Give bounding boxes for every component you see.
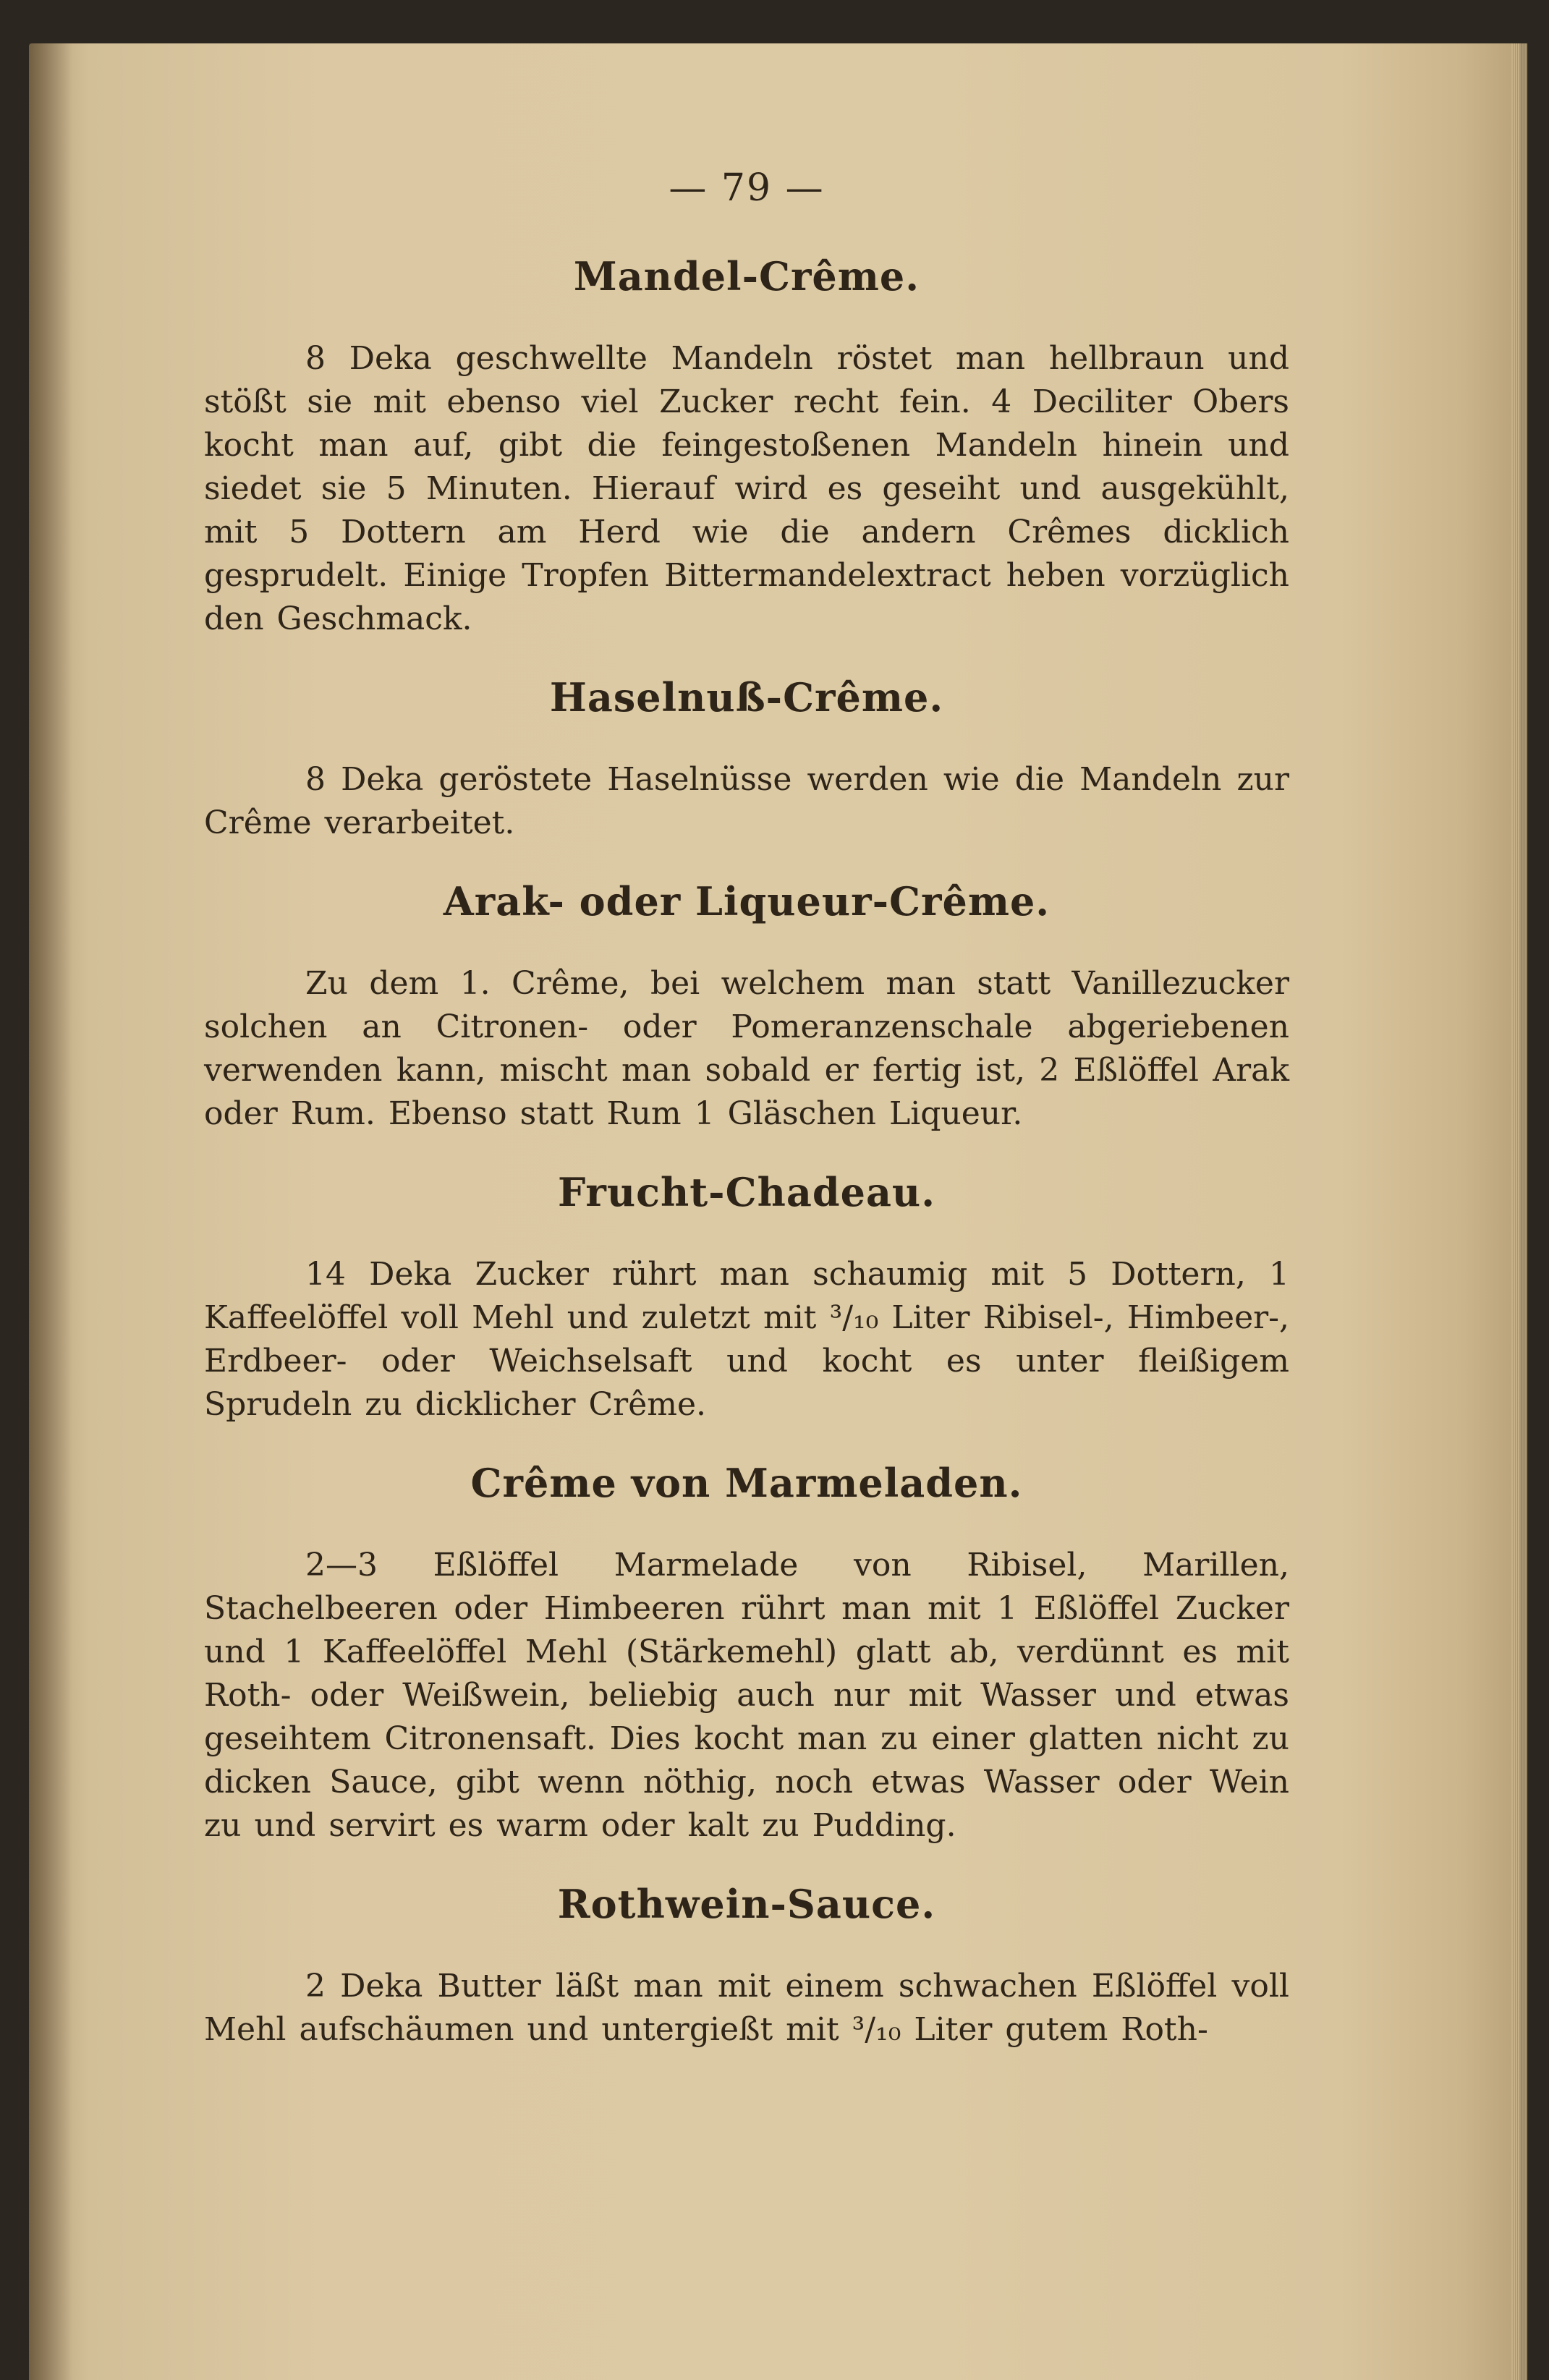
section-mandel-creme (204, 253, 1289, 641)
section-text: 8 Deka geröstete Haselnüsse werden wie die Mandeln zur Crême verarbeitet. (204, 761, 1289, 841)
section-title: Rothwein-Sauce. (557, 1881, 936, 1927)
section-text: Zu dem 1. Crême, bei welchem man statt Vanillezucker solchen an Citronen- oder Pomeranzenschale abgeriebenen verwenden kann, mischt man sobald er fertig ist, 2 Eßlöffel Arak oder Rum. Ebenso statt Rum 1 Gläschen Liqueur. (204, 965, 1289, 1132)
section-rothwein-sauce (204, 1881, 1289, 2052)
section-title: Haselnuß-Crême. (549, 674, 944, 721)
section-text: 8 Deka geschwellte Mandeln röstet man hellbraun und stößt sie mit ebenso viel Zucker recht fein. 4 Deciliter Obers kocht man auf, gibt die feingestoßenen Mandeln hinein und siedet sie 5 Minuten. Hierauf wird es geseiht und ausgekühlt, mit 5 Dottern am Herd wie die andern Crêmes dicklich gesprudelt. Einige Tropfen Bittermandelextract heben vorzüglich den Geschmack. (204, 340, 1289, 637)
section-frucht-chadeau (204, 1169, 1289, 1427)
section-title: Frucht-Chadeau. (558, 1169, 935, 1215)
page-edges (1511, 43, 1527, 2380)
section-haselnuss-creme (204, 674, 1289, 845)
gutter-shadow (29, 43, 72, 2380)
section-creme-von-marmeladen (204, 1460, 1289, 1848)
section-text: 14 Deka Zucker rührt man schaumig mit 5 Dottern, 1 Kaffeelöffel voll Mehl und zuletzt mit ³/₁₀ Liter Ribisel-, Himbeer-, Erdbeer- oder Weichselsaft und kocht es unter fleißigem Sprudeln zu dicklicher Crême. (204, 1256, 1289, 1423)
page-number: — 79 — (669, 166, 825, 210)
section-text: 2 Deka Butter läßt man mit einem schwachen Eßlöffel voll Mehl aufschäumen und untergießt mit ³/₁₀ Liter gutem Roth- (204, 1968, 1289, 2048)
page-content (204, 166, 1289, 2085)
section-title: Mandel-Crême. (573, 253, 920, 299)
section-arak-liqueur-creme (204, 878, 1289, 1136)
section-title: Arak- oder Liqueur-Crême. (443, 878, 1051, 925)
section-text: 2—3 Eßlöffel Marmelade von Ribisel, Marillen, Stachelbeeren oder Himbeeren rührt man mit 1 Eßlöffel Zucker und 1 Kaffeelöffel Mehl (Stärkemehl) glatt ab, verdünnt es mit Roth- oder Weißwein, beliebig auch nur mit Wasser und etwas geseihtem Citronensaft. Dies kocht man zu einer glatten nicht zu dicken Sauce, gibt wenn nöthig, noch etwas Wasser oder Wein zu und servirt es warm oder kalt zu Pudding. (204, 1547, 1289, 1844)
section-title: Crême von Marmeladen. (470, 1460, 1023, 1506)
